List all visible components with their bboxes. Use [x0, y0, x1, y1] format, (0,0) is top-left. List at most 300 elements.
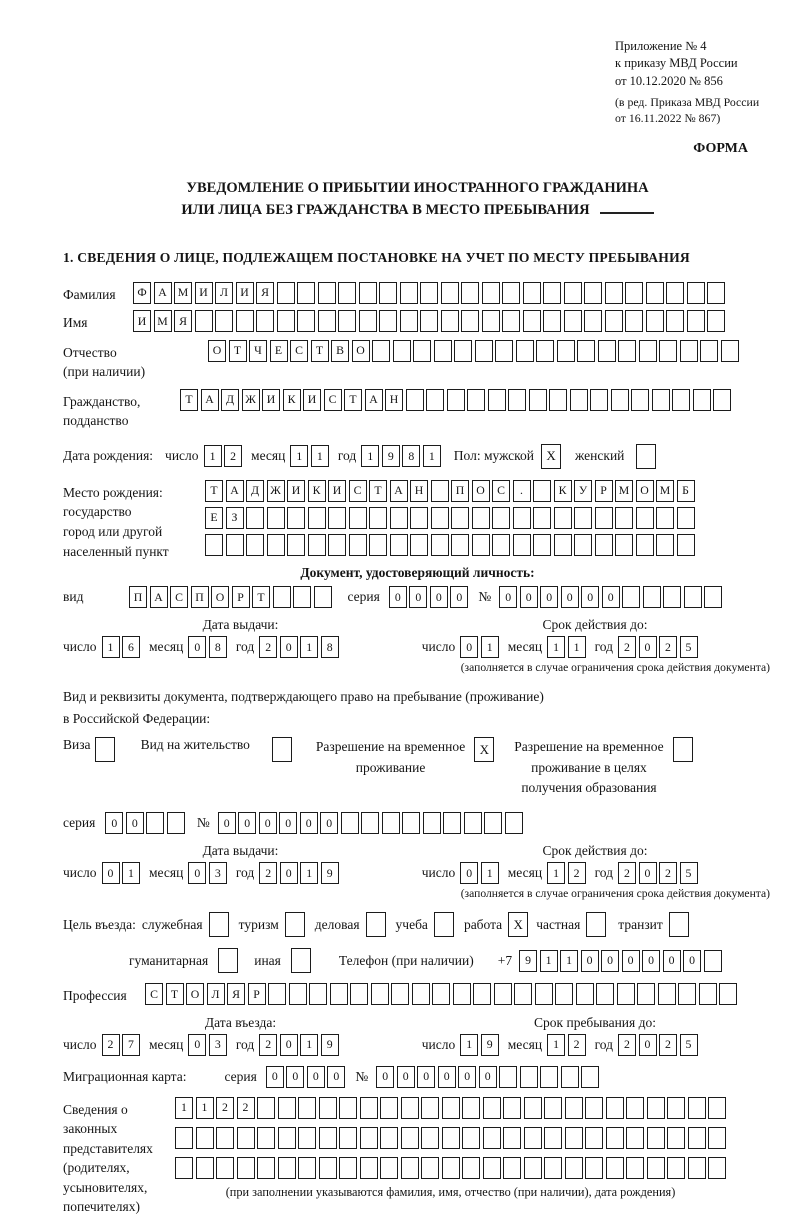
char-cell[interactable]: [349, 534, 367, 556]
char-cell[interactable]: [565, 1097, 583, 1119]
char-cell[interactable]: 0: [430, 586, 448, 608]
char-cell[interactable]: М: [656, 480, 674, 502]
char-cell[interactable]: 2: [618, 1034, 636, 1056]
char-cell[interactable]: 0: [561, 586, 579, 608]
char-cell[interactable]: 1: [481, 862, 499, 884]
char-cell[interactable]: 1: [547, 636, 565, 658]
char-cell[interactable]: 0: [581, 586, 599, 608]
char-cell[interactable]: 1: [290, 445, 308, 467]
char-cell[interactable]: [287, 534, 305, 556]
purpose-official-checkbox[interactable]: [209, 912, 229, 937]
char-cell[interactable]: О: [208, 340, 226, 362]
char-cell[interactable]: [277, 282, 295, 304]
char-cell[interactable]: [643, 586, 661, 608]
char-cell[interactable]: [442, 1097, 460, 1119]
char-cell[interactable]: [540, 1066, 558, 1088]
char-cell[interactable]: [605, 310, 623, 332]
char-cell[interactable]: 0: [218, 812, 236, 834]
char-cell[interactable]: 0: [188, 862, 206, 884]
char-cell[interactable]: 0: [266, 1066, 284, 1088]
char-cell[interactable]: [420, 282, 438, 304]
char-cell[interactable]: Л: [215, 282, 233, 304]
char-cell[interactable]: [721, 340, 739, 362]
char-cell[interactable]: И: [133, 310, 151, 332]
char-cell[interactable]: [257, 1127, 275, 1149]
char-cell[interactable]: [574, 507, 592, 529]
char-cell[interactable]: [175, 1127, 193, 1149]
char-cell[interactable]: 1: [361, 445, 379, 467]
char-cell[interactable]: И: [195, 282, 213, 304]
char-cell[interactable]: [639, 340, 657, 362]
char-cell[interactable]: М: [615, 480, 633, 502]
char-cell[interactable]: Т: [229, 340, 247, 362]
char-cell[interactable]: [564, 310, 582, 332]
char-cell[interactable]: 0: [280, 636, 298, 658]
char-cell[interactable]: [464, 812, 482, 834]
char-cell[interactable]: 0: [320, 812, 338, 834]
purpose-humanitarian-checkbox[interactable]: [218, 948, 238, 973]
char-cell[interactable]: [350, 983, 368, 1005]
char-cell[interactable]: 0: [307, 1066, 325, 1088]
char-cell[interactable]: [257, 1157, 275, 1179]
char-cell[interactable]: [598, 340, 616, 362]
char-cell[interactable]: 2: [659, 1034, 677, 1056]
char-cell[interactable]: [319, 1097, 337, 1119]
char-cell[interactable]: [472, 507, 490, 529]
char-cell[interactable]: Т: [344, 389, 362, 411]
char-cell[interactable]: 9: [321, 1034, 339, 1056]
char-cell[interactable]: [514, 983, 532, 1005]
char-cell[interactable]: [508, 389, 526, 411]
char-cell[interactable]: [647, 1127, 665, 1149]
char-cell[interactable]: К: [554, 480, 572, 502]
char-cell[interactable]: [431, 534, 449, 556]
char-cell[interactable]: [339, 1097, 357, 1119]
char-cell[interactable]: 1: [547, 1034, 565, 1056]
char-cell[interactable]: [615, 534, 633, 556]
char-cell[interactable]: П: [451, 480, 469, 502]
char-cell[interactable]: 0: [622, 950, 640, 972]
char-cell[interactable]: [492, 534, 510, 556]
char-cell[interactable]: [626, 1127, 644, 1149]
char-cell[interactable]: [461, 282, 479, 304]
char-cell[interactable]: 7: [122, 1034, 140, 1056]
char-cell[interactable]: 2: [618, 862, 636, 884]
char-cell[interactable]: [688, 1097, 706, 1119]
purpose-tourism-checkbox[interactable]: [285, 912, 305, 937]
char-cell[interactable]: [687, 310, 705, 332]
char-cell[interactable]: 8: [402, 445, 420, 467]
char-cell[interactable]: 1: [547, 862, 565, 884]
char-cell[interactable]: 0: [663, 950, 681, 972]
char-cell[interactable]: [421, 1127, 439, 1149]
char-cell[interactable]: [420, 310, 438, 332]
char-cell[interactable]: [626, 1097, 644, 1119]
char-cell[interactable]: [339, 1127, 357, 1149]
char-cell[interactable]: [268, 983, 286, 1005]
char-cell[interactable]: С: [492, 480, 510, 502]
char-cell[interactable]: [672, 389, 690, 411]
char-cell[interactable]: [554, 534, 572, 556]
char-cell[interactable]: 1: [311, 445, 329, 467]
char-cell[interactable]: 5: [680, 1034, 698, 1056]
char-cell[interactable]: [473, 983, 491, 1005]
char-cell[interactable]: 1: [175, 1097, 193, 1119]
char-cell[interactable]: Д: [221, 389, 239, 411]
char-cell[interactable]: С: [349, 480, 367, 502]
char-cell[interactable]: [708, 1097, 726, 1119]
char-cell[interactable]: 2: [237, 1097, 255, 1119]
char-cell[interactable]: 0: [438, 1066, 456, 1088]
char-cell[interactable]: [570, 389, 588, 411]
char-cell[interactable]: [256, 310, 274, 332]
char-cell[interactable]: [338, 282, 356, 304]
char-cell[interactable]: [339, 1157, 357, 1179]
char-cell[interactable]: 0: [602, 586, 620, 608]
char-cell[interactable]: О: [352, 340, 370, 362]
char-cell[interactable]: [462, 1157, 480, 1179]
char-cell[interactable]: [688, 1127, 706, 1149]
char-cell[interactable]: 0: [188, 1034, 206, 1056]
char-cell[interactable]: [544, 1157, 562, 1179]
char-cell[interactable]: [359, 282, 377, 304]
residence-permit-checkbox[interactable]: [272, 737, 292, 762]
char-cell[interactable]: [454, 340, 472, 362]
char-cell[interactable]: [380, 1127, 398, 1149]
char-cell[interactable]: В: [331, 340, 349, 362]
char-cell[interactable]: [349, 507, 367, 529]
char-cell[interactable]: [277, 310, 295, 332]
char-cell[interactable]: [308, 507, 326, 529]
char-cell[interactable]: Р: [248, 983, 266, 1005]
char-cell[interactable]: 2: [259, 1034, 277, 1056]
char-cell[interactable]: 1: [102, 636, 120, 658]
char-cell[interactable]: [289, 983, 307, 1005]
char-cell[interactable]: [338, 310, 356, 332]
char-cell[interactable]: 1: [540, 950, 558, 972]
char-cell[interactable]: [360, 1127, 378, 1149]
char-cell[interactable]: [617, 983, 635, 1005]
char-cell[interactable]: 0: [639, 1034, 657, 1056]
char-cell[interactable]: [314, 586, 332, 608]
char-cell[interactable]: [360, 1157, 378, 1179]
char-cell[interactable]: [533, 480, 551, 502]
char-cell[interactable]: [503, 1127, 521, 1149]
char-cell[interactable]: [574, 534, 592, 556]
char-cell[interactable]: [441, 310, 459, 332]
char-cell[interactable]: 0: [327, 1066, 345, 1088]
char-cell[interactable]: [246, 534, 264, 556]
char-cell[interactable]: О: [211, 586, 229, 608]
char-cell[interactable]: [216, 1157, 234, 1179]
char-cell[interactable]: [483, 1127, 501, 1149]
char-cell[interactable]: [341, 812, 359, 834]
char-cell[interactable]: С: [145, 983, 163, 1005]
char-cell[interactable]: [484, 812, 502, 834]
char-cell[interactable]: [359, 310, 377, 332]
char-cell[interactable]: [565, 1157, 583, 1179]
char-cell[interactable]: [626, 1157, 644, 1179]
char-cell[interactable]: [462, 1127, 480, 1149]
char-cell[interactable]: [431, 507, 449, 529]
char-cell[interactable]: [278, 1097, 296, 1119]
char-cell[interactable]: 0: [397, 1066, 415, 1088]
char-cell[interactable]: 0: [105, 812, 123, 834]
char-cell[interactable]: [505, 812, 523, 834]
char-cell[interactable]: [677, 507, 695, 529]
char-cell[interactable]: А: [226, 480, 244, 502]
char-cell[interactable]: Т: [252, 586, 270, 608]
char-cell[interactable]: [461, 310, 479, 332]
char-cell[interactable]: [406, 389, 424, 411]
char-cell[interactable]: У: [574, 480, 592, 502]
char-cell[interactable]: [297, 310, 315, 332]
char-cell[interactable]: [237, 1157, 255, 1179]
char-cell[interactable]: [606, 1127, 624, 1149]
char-cell[interactable]: [423, 812, 441, 834]
char-cell[interactable]: [687, 282, 705, 304]
char-cell[interactable]: [585, 1157, 603, 1179]
char-cell[interactable]: [523, 310, 541, 332]
char-cell[interactable]: [298, 1157, 316, 1179]
char-cell[interactable]: Л: [207, 983, 225, 1005]
purpose-transit-checkbox[interactable]: [669, 912, 689, 937]
char-cell[interactable]: [502, 310, 520, 332]
char-cell[interactable]: [380, 1097, 398, 1119]
char-cell[interactable]: [516, 340, 534, 362]
char-cell[interactable]: [369, 507, 387, 529]
char-cell[interactable]: [606, 1097, 624, 1119]
char-cell[interactable]: [443, 812, 461, 834]
char-cell[interactable]: [719, 983, 737, 1005]
sex-female-checkbox[interactable]: [636, 444, 656, 469]
char-cell[interactable]: [708, 1127, 726, 1149]
char-cell[interactable]: [663, 586, 681, 608]
char-cell[interactable]: [287, 507, 305, 529]
char-cell[interactable]: [606, 1157, 624, 1179]
char-cell[interactable]: 2: [568, 862, 586, 884]
char-cell[interactable]: [585, 1097, 603, 1119]
char-cell[interactable]: [666, 282, 684, 304]
edu-permit-checkbox[interactable]: [673, 737, 693, 762]
purpose-study-checkbox[interactable]: [434, 912, 454, 937]
char-cell[interactable]: [646, 282, 664, 304]
char-cell[interactable]: [615, 507, 633, 529]
char-cell[interactable]: З: [226, 507, 244, 529]
char-cell[interactable]: Ж: [267, 480, 285, 502]
char-cell[interactable]: [693, 389, 711, 411]
char-cell[interactable]: [451, 507, 469, 529]
char-cell[interactable]: [467, 389, 485, 411]
char-cell[interactable]: [226, 534, 244, 556]
char-cell[interactable]: [167, 812, 185, 834]
char-cell[interactable]: 0: [417, 1066, 435, 1088]
char-cell[interactable]: 2: [618, 636, 636, 658]
char-cell[interactable]: [390, 534, 408, 556]
char-cell[interactable]: Н: [385, 389, 403, 411]
char-cell[interactable]: С: [170, 586, 188, 608]
char-cell[interactable]: [544, 1097, 562, 1119]
char-cell[interactable]: [205, 534, 223, 556]
char-cell[interactable]: [400, 310, 418, 332]
char-cell[interactable]: Т: [166, 983, 184, 1005]
char-cell[interactable]: 3: [209, 1034, 227, 1056]
char-cell[interactable]: [688, 1157, 706, 1179]
char-cell[interactable]: И: [236, 282, 254, 304]
char-cell[interactable]: [565, 1127, 583, 1149]
char-cell[interactable]: 0: [460, 862, 478, 884]
char-cell[interactable]: [391, 983, 409, 1005]
char-cell[interactable]: [447, 389, 465, 411]
char-cell[interactable]: .: [513, 480, 531, 502]
char-cell[interactable]: [328, 507, 346, 529]
char-cell[interactable]: 0: [581, 950, 599, 972]
char-cell[interactable]: Ф: [133, 282, 151, 304]
char-cell[interactable]: О: [472, 480, 490, 502]
char-cell[interactable]: О: [186, 983, 204, 1005]
char-cell[interactable]: [371, 983, 389, 1005]
char-cell[interactable]: [426, 389, 444, 411]
char-cell[interactable]: И: [287, 480, 305, 502]
char-cell[interactable]: [543, 282, 561, 304]
purpose-work-checkbox[interactable]: X: [508, 912, 528, 937]
char-cell[interactable]: [544, 1127, 562, 1149]
temp-permit-checkbox[interactable]: X: [474, 737, 494, 762]
char-cell[interactable]: [246, 507, 264, 529]
char-cell[interactable]: [596, 983, 614, 1005]
char-cell[interactable]: 1: [568, 636, 586, 658]
char-cell[interactable]: [529, 389, 547, 411]
char-cell[interactable]: 1: [300, 1034, 318, 1056]
char-cell[interactable]: [667, 1127, 685, 1149]
char-cell[interactable]: [503, 1097, 521, 1119]
char-cell[interactable]: [704, 586, 722, 608]
char-cell[interactable]: [369, 534, 387, 556]
char-cell[interactable]: 5: [680, 636, 698, 658]
char-cell[interactable]: [647, 1157, 665, 1179]
char-cell[interactable]: [453, 983, 471, 1005]
char-cell[interactable]: Р: [232, 586, 250, 608]
char-cell[interactable]: [543, 310, 561, 332]
char-cell[interactable]: 0: [300, 812, 318, 834]
char-cell[interactable]: [146, 812, 164, 834]
char-cell[interactable]: Т: [205, 480, 223, 502]
char-cell[interactable]: 8: [209, 636, 227, 658]
char-cell[interactable]: 3: [209, 862, 227, 884]
char-cell[interactable]: [667, 1157, 685, 1179]
char-cell[interactable]: [372, 340, 390, 362]
char-cell[interactable]: [524, 1097, 542, 1119]
char-cell[interactable]: [298, 1127, 316, 1149]
char-cell[interactable]: [278, 1127, 296, 1149]
char-cell[interactable]: [533, 507, 551, 529]
char-cell[interactable]: [421, 1157, 439, 1179]
char-cell[interactable]: [678, 983, 696, 1005]
char-cell[interactable]: 2: [659, 862, 677, 884]
char-cell[interactable]: 0: [259, 812, 277, 834]
char-cell[interactable]: 0: [409, 586, 427, 608]
char-cell[interactable]: [494, 983, 512, 1005]
char-cell[interactable]: [520, 1066, 538, 1088]
char-cell[interactable]: [441, 282, 459, 304]
char-cell[interactable]: [595, 534, 613, 556]
char-cell[interactable]: [549, 389, 567, 411]
char-cell[interactable]: [503, 1157, 521, 1179]
char-cell[interactable]: [495, 340, 513, 362]
char-cell[interactable]: 0: [376, 1066, 394, 1088]
char-cell[interactable]: А: [150, 586, 168, 608]
char-cell[interactable]: 0: [499, 586, 517, 608]
char-cell[interactable]: 0: [460, 636, 478, 658]
char-cell[interactable]: Я: [174, 310, 192, 332]
char-cell[interactable]: 0: [188, 636, 206, 658]
char-cell[interactable]: [297, 282, 315, 304]
char-cell[interactable]: 0: [520, 586, 538, 608]
char-cell[interactable]: А: [201, 389, 219, 411]
char-cell[interactable]: [554, 507, 572, 529]
char-cell[interactable]: А: [365, 389, 383, 411]
char-cell[interactable]: [483, 1157, 501, 1179]
char-cell[interactable]: 9: [519, 950, 537, 972]
char-cell[interactable]: [595, 507, 613, 529]
char-cell[interactable]: [393, 340, 411, 362]
char-cell[interactable]: [410, 534, 428, 556]
char-cell[interactable]: [677, 534, 695, 556]
char-cell[interactable]: Б: [677, 480, 695, 502]
char-cell[interactable]: [647, 1097, 665, 1119]
char-cell[interactable]: [536, 340, 554, 362]
char-cell[interactable]: 1: [204, 445, 222, 467]
char-cell[interactable]: 0: [280, 862, 298, 884]
char-cell[interactable]: [401, 1157, 419, 1179]
char-cell[interactable]: [434, 340, 452, 362]
char-cell[interactable]: [196, 1157, 214, 1179]
char-cell[interactable]: [215, 310, 233, 332]
char-cell[interactable]: [175, 1157, 193, 1179]
char-cell[interactable]: 1: [560, 950, 578, 972]
char-cell[interactable]: [707, 282, 725, 304]
char-cell[interactable]: Н: [410, 480, 428, 502]
char-cell[interactable]: 9: [321, 862, 339, 884]
char-cell[interactable]: [704, 950, 722, 972]
char-cell[interactable]: Т: [311, 340, 329, 362]
char-cell[interactable]: [523, 282, 541, 304]
sex-male-checkbox[interactable]: X: [541, 444, 561, 469]
char-cell[interactable]: 1: [423, 445, 441, 467]
char-cell[interactable]: [622, 586, 640, 608]
char-cell[interactable]: [379, 310, 397, 332]
char-cell[interactable]: П: [191, 586, 209, 608]
char-cell[interactable]: 1: [300, 636, 318, 658]
char-cell[interactable]: [482, 282, 500, 304]
char-cell[interactable]: И: [262, 389, 280, 411]
char-cell[interactable]: 2: [259, 862, 277, 884]
char-cell[interactable]: [555, 983, 573, 1005]
char-cell[interactable]: [636, 534, 654, 556]
purpose-business-checkbox[interactable]: [366, 912, 386, 937]
char-cell[interactable]: Е: [205, 507, 223, 529]
char-cell[interactable]: [308, 534, 326, 556]
char-cell[interactable]: 0: [540, 586, 558, 608]
char-cell[interactable]: [257, 1097, 275, 1119]
char-cell[interactable]: 6: [122, 636, 140, 658]
purpose-private-checkbox[interactable]: [586, 912, 606, 937]
char-cell[interactable]: 0: [102, 862, 120, 884]
char-cell[interactable]: [432, 983, 450, 1005]
char-cell[interactable]: [713, 389, 731, 411]
char-cell[interactable]: 9: [481, 1034, 499, 1056]
char-cell[interactable]: 0: [683, 950, 701, 972]
